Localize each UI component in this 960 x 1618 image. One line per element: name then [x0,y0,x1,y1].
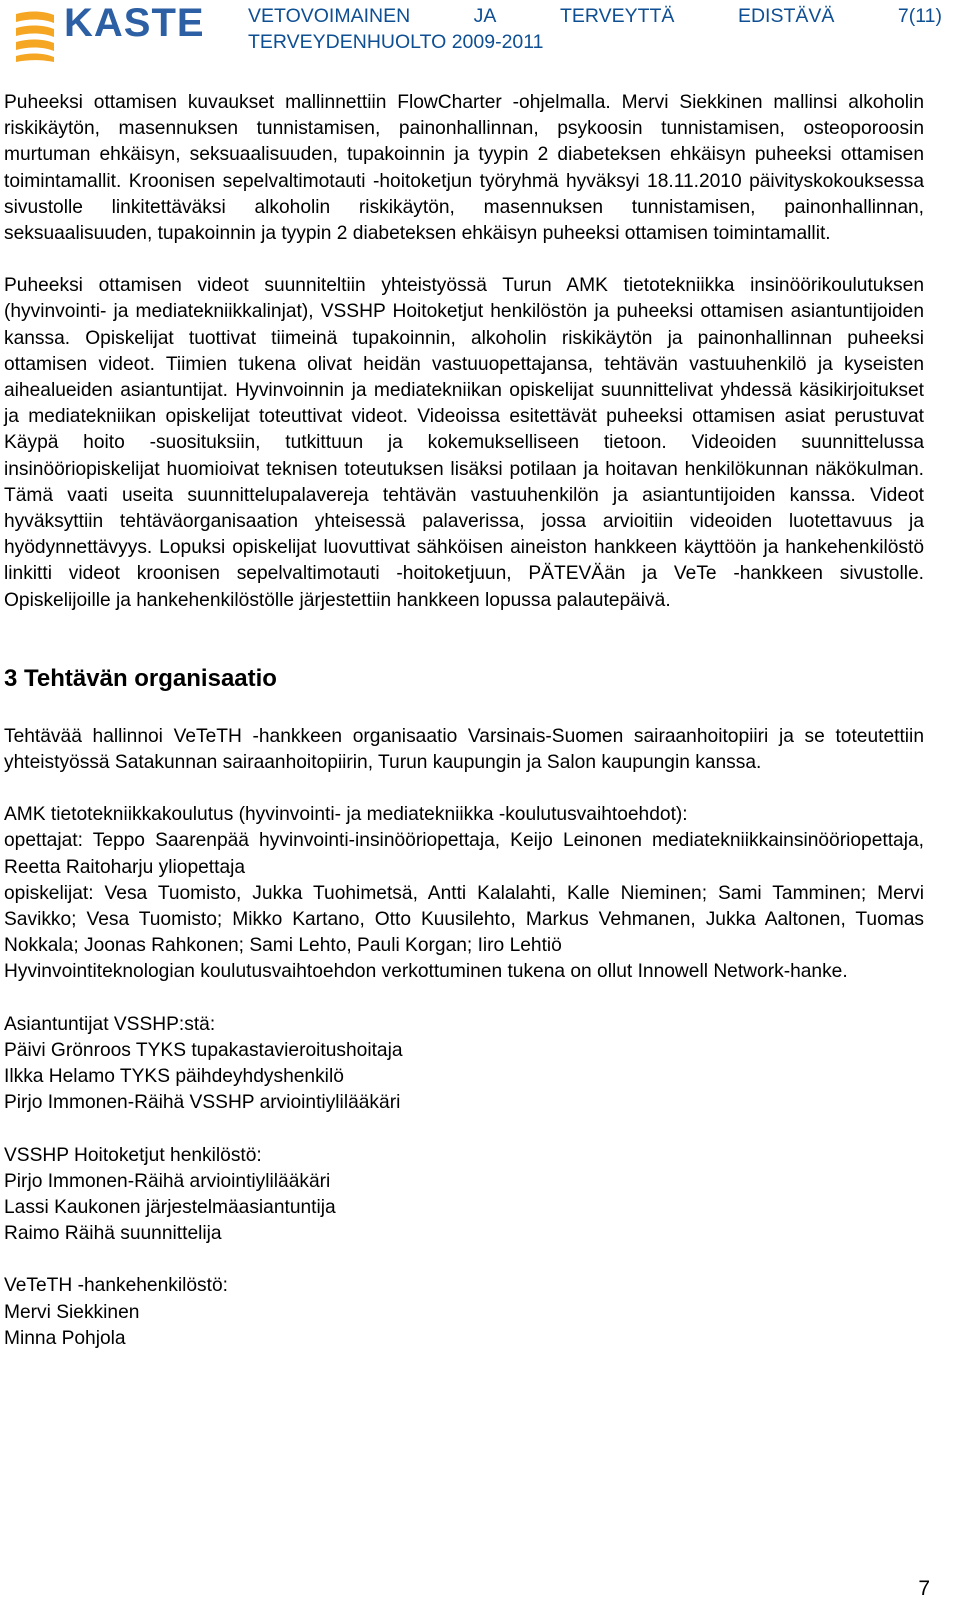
header-title [248,3,942,55]
page-number: 7 [918,1577,930,1600]
paragraph-flowcharter: Puheeksi ottamisen kuvaukset mallinnettiin FlowCharter -ohjelmalla. Mervi Siekkinen mallinsi alkoholin riskikäytön, masennuksen tunnistamisen, painonhallinnan, psykoosin tunnistamisen, osteoporoosin murtuman ehkäisyn, seksuaalisuuden, tupakoinnin ja tyypin 2 diabeteksen ehkäisyn puheeksi ottamisen toimintamallit. Kroonisen sepelvaltimotauti -hoitoketjun työryhmä hyväksyi 18.11.2010 päivityskokouksessa sivustolle linkitettäväksi alkoholin riskikäytön, masennuksen tunnistamisen, painonhallinnan, seksuaalisuuden, tupakoinnin ja tyypin 2 diabeteksen ehkäisyn puheeksi ottamisen toimintamallit. [4,92,924,245]
header-title-line2: TERVEYDENHUOLTO 2009-2011 [248,31,544,53]
amk-teachers: opettajat: Teppo Saarenpää hyvinvointi-insinööriopettaja, Keijo Leinonen mediatekniikkainsinööriopettaja, Reetta Raitoharju yliopettaja [4,830,924,878]
kaste-logo-icon [14,2,226,64]
paragraph-organisation: Tehtävää hallinnoi VeTeTH -hankkeen organisaatio Varsinais-Suomen sairaanhoitopiiri ja se toteutettiin yhteistyössä Satakunnan sairaanhoitopiirin, Turun kaupungin ja Salon kaupungin kanssa. [4,725,924,774]
page-indicator: 7(11) [897,5,942,27]
section-heading: 3 Tehtävän organisaatio [4,664,277,692]
header-word: TERVEYTTÄ [559,5,675,27]
staff-list [4,1273,924,1352]
list-item: Ilkka Helamo TYKS päihdeyhdyshenkilö [4,1066,344,1088]
experts-title: Asiantuntijat VSSHP:stä: [4,1013,216,1035]
staff-title: VeTeTH -hankehenkilöstö: [4,1275,228,1297]
page-header [0,0,960,72]
amk-network: Hyvinvointiteknologian koulutusvaihtoehdon verkottuminen tukena on ollut Innowell Network-hanke. [4,961,848,983]
list-item: Lassi Kaukonen järjestelmäasiantuntija [4,1196,336,1218]
experts-list [4,1012,924,1117]
header-title-line1 [248,3,942,29]
svg-text:KASTE: KASTE [64,2,205,45]
list-item: Pirjo Immonen-Räihä arviointiylilääkäri [4,1170,331,1192]
list-item: Päivi Grönroos TYKS tupakastavieroitushoitaja [4,1039,403,1061]
header-word: EDISTÄVÄ [737,5,835,27]
document-body [4,90,924,1352]
kaste-logo [14,2,226,64]
header-word: VETOVOIMAINEN [248,5,411,27]
amk-title: AMK tietotekniikkakoulutus (hyvinvointi- ja mediatekniikka -koulutusvaihtoehdot): [4,804,688,826]
paragraph-videos: Puheeksi ottamisen videot suunniteltiin yhteistyössä Turun AMK tietotekniikka insinöörikoulutuksen (hyvinvointi- ja mediatekniikkalinjat), VSSHP Hoitoketjut henkilöstön ja puheeksi ottamisen asiantuntijoiden kanssa. Opiskelijat tuottivat tiimeinä tupakoinnin, alkoholin riskikäytön ja painonhallinnan puheeksi ottamisen videot. Tiimien tukena olivat heidän vastuuopettajansa, tehtävän vastuuhenkilö ja kyseisten aihealueiden asiantuntijat. Hyvinvoinnin ja mediatekniikan opiskelijat suunnittelivat yhdessä käsikirjoitukset ja mediatekniikan opiskelijat toteuttivat videot. Videoissa esitettävät puheeksi ottamisen asiat perustuvat Käypä hoito -suosituksiin, tutkittuun ja kokemukselliseen tietoon. Videoiden suunnittelussa insinööriopiskelijat huomioivat teknisen toteutuksen lisäksi potilaan ja hoitavan henkilökunnan näkökulman. Tämä vaati useita suunnittelupalavereja tehtävän vastuuhenkilön ja asiantuntijoiden kanssa. Videot hyväksyttiin tehtäväorganisaation yhteisessä palaverissa, jossa arvioitiin videoiden luotettavuus ja hyödynnettävyys. Lopuksi opiskelijat luovuttivat sähköisen aineiston hankkeen käyttöön ja hankehenkilöstö linkitti videot kroonisen sepelvaltimotauti -hoitoketjuun, PÄTEVÄän ja VeTe -hankkeen sivustolle. Opiskelijoille ja hankehenkilöstölle järjestettiin hankkeen lopussa palautepäivä. [4,275,924,611]
list-item: Minna Pohjola [4,1327,126,1349]
list-item: Pirjo Immonen-Räihä VSSHP arviointiylilääkäri [4,1092,401,1114]
list-item: Raimo Räihä suunnittelija [4,1223,222,1245]
list-item: Mervi Siekkinen [4,1301,140,1323]
hoitoketjut-title: VSSHP Hoitoketjut henkilöstö: [4,1144,262,1166]
amk-section [4,802,924,985]
header-word: JA [473,5,497,27]
hoitoketjut-list [4,1143,924,1248]
amk-students: opiskelijat: Vesa Tuomisto, Jukka Tuohimetsä, Antti Kalalahti, Kalle Nieminen; Sami Tamminen; Mervi Savikko; Vesa Tuomisto; Mikko Kartano, Otto Kuusilehto, Markus Vehmanen, Jukka Aaltonen, Tuomas Nokkala; Joonas Rahkonen; Sami Lehto, Pauli Korgan; Iiro Lehtiö [4,882,924,957]
